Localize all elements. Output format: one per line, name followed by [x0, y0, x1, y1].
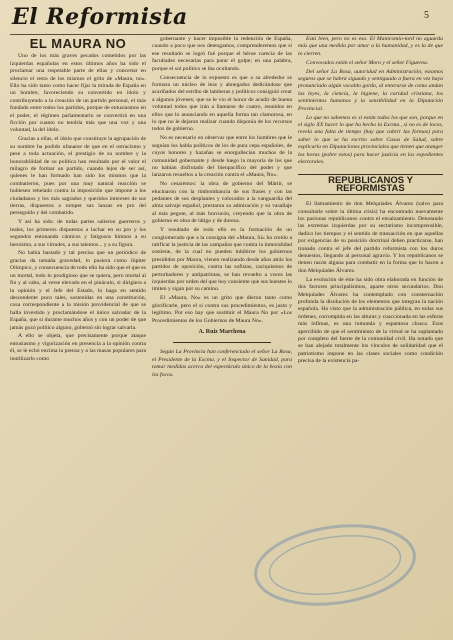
column-middle [152, 36, 292, 380]
page-number: 5 [424, 10, 429, 21]
article-paragraph: No cesaremos: la obra de gobierno del Mártir, se elucinaron con la rimbombancia de sus frases y con las pedantes de sus desplantes y colocados a la vanguardia del alma salvaje español, prestaron su admiración y su vasallaje al más pegote, al más bravucón, creyendo que la obra de gobierno es obra de látigo y de dureza. [152, 181, 292, 225]
article-paragraph: gobernante y hacer imposible la redención de España, cuando a poco que nos detengamos, comprenderemos que si ese resultado se logró fué porque el héroe carecía de las facultades necesarias para parar el golpe; en una palabra, porque el sol político se iba ocultando. [152, 36, 292, 72]
article-paragraph: Consecuencia de lo expuesto es que a su alrededor se formara un núcleo de leas y abnegados dedicándose que acariñados del estribo de lamberas y políticos consiguió crear a algunos jóvenes; que se le vio el honor de acudir de buena voluntad todos que irán a llamarse de cuatro, reunidos en ellos que lo anunciando en aquella forma tan clamorosa, en lo que no le dejaron realizar cuando disponía de los recursos todos de gobierno. [152, 74, 292, 133]
article-paragraph: No es necesario en observar que entre los hombres que le seguían los habla políticos de los de pura cepa españoles, de cuyos honores y hazañas se enorgullecian muchos de la comunidad gobernante y desde luego la mayoría de los que no habían disfrutado del bienpacífico del poder y que lanzaron resueltos a la creación contra el «Maura, No». [152, 135, 292, 179]
newspaper-logo: El Reformista [12, 4, 188, 30]
news-note [152, 349, 292, 379]
article-paragraph: El llamamiento de don Melquíades Álvarez (salvo para consultarle sobre la última crisis) ha encontrado nuevamente los pasionas republicanos contra el ensalzamiento. Denotando las extremas izquierdas por su sectarismo incomprensible, dadico los tiempos y el sentido de transacción en que aquellas por exigencias de su posición doctrinal deben practicarse, han tronado contra el jefe del partido reformista con los duros denuestos, llegando al personal agravio. Y los republicanos se tienen razón alguna para combatir en la forma que lo hacen a don Melquíades Álvarez. [298, 201, 443, 274]
article-headline: EL MAURA NO [29, 36, 127, 51]
column-left [10, 36, 146, 365]
article-paragraph: El «Maura, No» es un grito que dieron tanto como glorificarle, pero el si contra sus procedimientos, es justo y legítimo. Por eso hay que sustituir el Maura No por «Los Procedimientos de los Gobiernos de Maura No». [152, 295, 292, 324]
masthead [10, 4, 435, 35]
column-right [298, 36, 443, 367]
article-paragraph: Uno de los más graves pecados cometidos por las izquierdas españolas en estos últimos años ha sido el proclamar una respetable parte de ellas y concertar en silencio el resto de los mismos el grito de «Maura, no». Ello ha sido tanto como hacer fijar la mirada de España en un hombre, favoreciendo su convertido en ídolo y contribuyendo a la creación de un partido personal, el más fundado entre todos los partidos, porque de entusiasmos en el poder, el régimen parlamentario se convertirá en una ficción por cuanto no tendría más que una voz y una voluntad, la del ídolo. [10, 53, 146, 134]
note-paragraph: Está bien, pero no es eso. El Manicomio-tord no aguarda más que una medida por amor a la humanidad, y es la de que lo cierren. [298, 36, 443, 57]
divider [173, 342, 271, 343]
note-paragraph: Lo que no sabemos es si están todos los que son, porque en el siglo XX hacer lo que ha hecho la Excma., si no es de locos, revela una falta de tiempo (hay que cubrir las formas) para saber lo que se ha escrito sobre Casas de Salud, sobre explicarlo en Diputaciones provinciales que tienen que atanger los horas (pobre estos) para hacer justicia en los expedientes electorales. [298, 114, 443, 165]
note-text: Según La Provincia han conferenciado el señor La Rosa, el Presidente de la Excma. y el Inspector de Sanidad, para tomar medidas acerca del espectáculo único de la boxía con los focos. [152, 349, 292, 378]
library-stamp [245, 509, 426, 622]
article-paragraph: No había bastado y tal precisa que un periódico de gracias da tamaña gravedad, lo pusiera como Júpiter Olímpico, y consecuencia de todo ello ha sido que el que es un mortal, todo lo prodigioso que se quiera, pero mortal al fin y al cabo, al verse elevado en el pináculo, si dirigiera a la opinión y el Jefe del Estado, lo haga en sentido descendente poco tales, sostenidas en una constitución, cosa correspondiente a la misión providencial de que se halla investido y proclamándose el único salvador de la España, que si durante muchos años y con un poder de que jamás gozó político alguno, gobernó sin lograr salvarla. [10, 250, 146, 331]
article-paragraph: Y así ha sido: de todas partes salieron guerreros y leales, los primeros dispuestos a luchar en su pro y los segundos entonando cánticos y fatigosos himnos a su heroísmo, a sus virtudes, a sus talentos... y a su figura. [10, 219, 146, 248]
article-paragraph: A ello se objeta, que precisamente porque ataque entusiasmo y vigorización en presencia a la opinión contra él, se le echó encima la prensa y a las masas populares para inutilizarlo como [10, 333, 146, 362]
article-paragraph: Y resultado de todo ello es la formación de un conglomerado que a la consigna del «Maura, Sí» ha creído a ratificar la justicia de las campañas que contra la inmoralidad sostiene, de la cual no pueden inhibirse los gobiernos presididos por Maura, vienen realizando desde años atrás los partidos de oposición, contra las sofistas, caciquismos de perturbadores y antipatriotas, se han revuelto a voces las izquierdas por orden del que hoy consiente que sus huestes lo imiten y sigan por su camino. [152, 227, 292, 293]
article-paragraph: Gracias a ellas, el ídolo que constituye la agrupación de su nombre ha podido ufanarse de que en el ostracismo y pese a toda actuación, el prestigio de su nombre y la honorabilidad de su política han resultado por el valor el milagro de formar un partido, cuando lejos de ser así, quienes le han formado han sido los mismos que la combatieron, pues por una muy natural reacción se hubiesen rebelado contra la imposición que impone a los ciudadanos y los más sagrados y queridos intereses de sus tierras, dispuestos a romper sus lanzas en pro del perseguido y del combatido. [10, 136, 146, 217]
editorial-note [298, 36, 443, 166]
note-paragraph: Del señor La Rosa, autoridad en Administración, estamos seguros que se habrá siguado y sentiguado a fuera en vez haya pronunciado algún vocablo gordo, al enterarse de como andan las leyes, la ciencia, la higiene, la caridad cristiana, los sentimientos humanos y la sensibilidad en la Diputación Provincial. [298, 68, 443, 112]
author-signature: A. Ruiz Marchena [198, 328, 246, 335]
article-paragraph: La evolución de éste ha sido obra elaborada en función de dos factores principalísimos, aparte otros secundarios. Don Melquíades Álvarez ha contemplado con consternación profunda la disolución de los elementos que integran la nación española. Ha visto que la administración pública, en todas sus órdenes, corrompida en las alturas y coaccionada en las esferas más ínfimas, es una inmunda y espantosa cloaca. Esos apercibido de que el sentimiento de la virtud se ha suplantado por completo del fuerte de la comunidad civil. Ha notado que se han alejado totalmente los vínculos de solidaridad que el patriotismo impone en las clases sociales como condición precisa de la existencia pa- [298, 276, 443, 365]
section-headline: REPUBLICANOS Y REFORMISTAS [298, 174, 443, 195]
note-paragraph: Convocados están el señor Moro y el señor Figueroa. [306, 59, 429, 66]
